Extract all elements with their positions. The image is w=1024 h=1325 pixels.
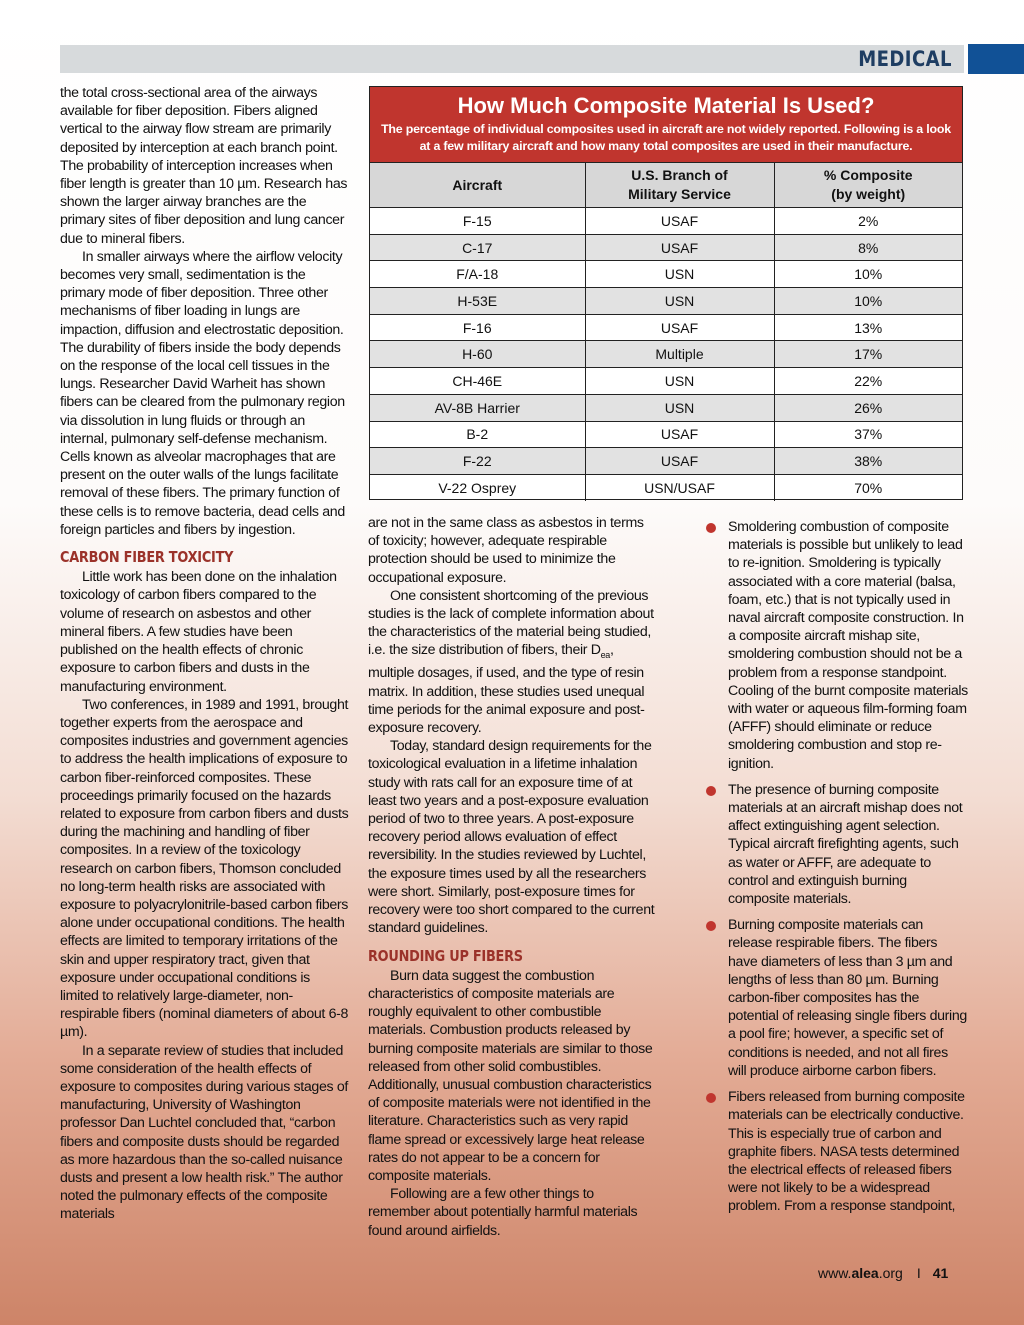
table-header-row [370,163,962,208]
column-header-composite: % Composite (by weight) [774,163,962,208]
cell-composite: 38% [774,448,962,475]
cell-composite: 8% [774,234,962,261]
cell-branch: USN [585,394,774,421]
column-header-aircraft: Aircraft [370,163,585,208]
cell-branch: USAF [585,448,774,475]
column-3 [706,518,968,1224]
table-row [370,261,962,288]
section-label: MEDICAL [858,47,952,71]
section-heading-carbon-fiber-toxicity: CARBON FIBER TOXICITY [60,548,234,567]
footer-separator: I [916,1265,921,1281]
table-row [370,288,962,315]
page-footer [818,1265,948,1281]
header-accent-block [968,44,1024,74]
cell-composite: 10% [774,261,962,288]
cell-branch: USN [585,368,774,395]
paragraph: are not in the same class as asbestos in terms of toxicity; however, adequate respirable protection should be used to minimize the occupational exposure. [368,515,644,586]
table-row [370,368,962,395]
bullet-dot-icon [706,921,716,931]
header-band [60,45,964,73]
table-subtitle: The percentage of individual composites used in aircraft are not widely reported. Following is a look at a few military aircraft and how many total composites are used in their manufacture. [381,122,951,153]
table-row [370,208,962,235]
paragraph: Burn data suggest the combustion characteristics of composite materials are roughly equivalent to other combustible materials. Combustion products released by burning composite materials are similar to those released from other solid combustibles. Additionally, unusual combustion characteristics of composite materials were not identified in the literature. Characteristics such as very rapid flame spread or excessively large heat release rates do not appear to be a concern for composite materials. [368,967,653,1184]
cell-aircraft: C-17 [370,234,585,261]
cell-branch: USAF [585,208,774,235]
table-row [370,474,962,500]
cell-composite: 17% [774,341,962,368]
table-title: How Much Composite Material Is Used? [457,93,875,118]
cell-branch: USAF [585,421,774,448]
paragraph: Following are a few other things to remember about potentially harmful materials found around airfields. [368,1186,638,1239]
table-row [370,421,962,448]
cell-branch: USAF [585,234,774,261]
cell-aircraft: F/A-18 [370,261,585,288]
cell-aircraft: H-53E [370,288,585,315]
list-item: Burning composite materials can release respirable fibers. The fibers have diameters of less than 3 µm and lengths of less than 80 µm. Burning carbon-fiber composites has the potential of releasing single fibers during a pool fire; however, a specific set of conditions is needed, and not all fires will produce airborne carbon fibers. [706,916,968,1080]
cell-aircraft: CH-46E [370,368,585,395]
bullet-dot-icon [706,1093,716,1103]
cell-aircraft: F-16 [370,314,585,341]
cell-aircraft: F-22 [370,448,585,475]
cell-composite: 22% [774,368,962,395]
cell-composite: 13% [774,314,962,341]
cell-branch: USN [585,288,774,315]
list-item: Smoldering combustion of composite materials is possible but unlikely to lead to re-ignition. Smoldering is typically associated with a core material (balsa, foam, etc.) that is not typically used in naval aircraft composite construction. In a composite aircraft mishap site, smoldering combustion should not be a problem from a response standpoint. Cooling of the burnt composite materials with water or aqueous film-forming foam (AFFF) should eliminate or reduce smoldering combustion and stop re-ignition. [706,518,968,773]
bullet-dot-icon [706,523,716,533]
paragraph: the total cross-sectional area of the airways available for fiber deposition. Fibers aligned vertical to the airway flow stream are primarily deposited by interception at each branch point. The probability of interception increases when fiber length is greater than 10 µm. Research has shown the larger airway branches are the primary sites of fiber deposition and lung cancer due to mineral fibers. [60,85,348,247]
cell-aircraft: H-60 [370,341,585,368]
subscript: ea [600,650,610,661]
paragraph: Two conferences, in 1989 and 1991, brought together experts from the aerospace and composites industries and government agencies to address the health implications of exposure to carbon fiber-reinforced composites. These proceedings primarily focused on the hazards related to exposure from carbon fibers and dusts during the machining and handling of fiber composites. In a review of the toxicology research on carbon fibers, Thomson concluded no long-term health risks are associated with exposure to polyacrylonitrile-based carbon fibers alone under occupational conditions. The health effects are limited to temporary irritations of the skin and upper respiratory tract, given that exposure under occupational conditions is limited to relatively large-diameter, non-respirable fibers (nominal diameters of about 6-8 µm). [60,696,349,1041]
composite-table [370,162,962,501]
cell-aircraft: AV-8B Harrier [370,394,585,421]
paragraph: In a separate review of studies that included some consideration of the health effects of exposure to composites during various stages of manufacturing, University of Washington professor Dan Luchtel concluded that, “carbon fibers and composite dusts should be regarded as more hazardous than the so-called nuisance dusts and present a low health risk.” The author noted the pulmonary effects of the composite materials [60,1042,348,1223]
cell-composite: 10% [774,288,962,315]
cell-branch: USAF [585,314,774,341]
column-header-branch: U.S. Branch of Military Service [585,163,774,208]
section-heading-rounding-up-fibers: ROUNDING UP FIBERS [368,946,523,965]
cell-aircraft: V-22 Osprey [370,474,585,500]
cell-composite: 2% [774,208,962,235]
table-row [370,448,962,475]
cell-branch: USN [585,261,774,288]
footer-url[interactable]: www.alea.org [818,1265,903,1281]
table-row [370,314,962,341]
cell-composite: 37% [774,421,962,448]
table-row [370,234,962,261]
paragraph: Today, standard design requirements for the toxicological evaluation in a lifetime inhalation study with rats call for an exposure time of at least two years and a post-exposure evaluation period of two to three years. A post-exposure recovery period allows evaluation of effect reversibility. In the studies reviewed by Luchtel, the exposure times used by all the researchers were short. Similarly, post-exposure times for recovery were too short compared to the current standard guidelines. [368,738,655,937]
cell-branch: Multiple [585,341,774,368]
cell-branch: USN/USAF [585,474,774,500]
table-header [370,87,962,162]
paragraph: One consistent shortcoming of the previous studies is the lack of complete information about the characteristics of the material being studied, i.e. the size distribution of fibers, their $D_{ea}$, multiple dosages, if used, and the type of resin matrix. In addition, these studies used unequal time periods for the animal exposure and post-exposure recovery. [368,587,654,737]
cell-composite: 70% [774,474,962,500]
composite-table-box [369,86,963,500]
page-number: 41 [932,1265,949,1281]
table-row [370,394,962,421]
column-2 [368,514,658,1240]
cell-aircraft: F-15 [370,208,585,235]
list-item: Fibers released from burning composite materials can be electrically conductive. This is especially true of carbon and graphite fibers. NASA tests determined the electrical effects of released fibers were not likely to be a widespread problem. From a response standpoint, [706,1088,968,1215]
column-1 [60,84,350,1224]
cell-aircraft: B-2 [370,421,585,448]
paragraph: In smaller airways where the airflow velocity becomes very small, sedimentation is the primary mode of fiber deposition. Three other mechanisms of fiber loading in lungs are impaction, diffusion and electrostatic deposition. The durability of fibers inside the body depends on the response of the local cell tissues in the lungs. Researcher David Warheit has shown fibers can be cleared from the pulmonary region via dissolution in lung fluids or through an internal, pulmonary self-defense mechanism. Cells known as alveolar macrophages that are present on the outer walls of the lungs facilitate removal of these fibers. The primary function of these cells is to remove bacteria, dead cells and foreign particles and fibers by ingestion. [60,248,345,538]
list-item: The presence of burning composite materials at an aircraft mishap does not affect extinguishing agent selection. Typical aircraft firefighting agents, such as water or AFFF, are adequate to control and extinguish burning composite materials. [706,781,968,908]
bullet-dot-icon [706,786,716,796]
paragraph: Little work has been done on the inhalation toxicology of carbon fibers compared to the volume of research on asbestos and other mineral fibers. A few studies have been published on the health effects of chronic exposure to carbon fibers and dusts in the manufacturing environment. [60,569,337,695]
cell-composite: 26% [774,394,962,421]
bullet-list [706,518,968,1216]
table-row [370,341,962,368]
